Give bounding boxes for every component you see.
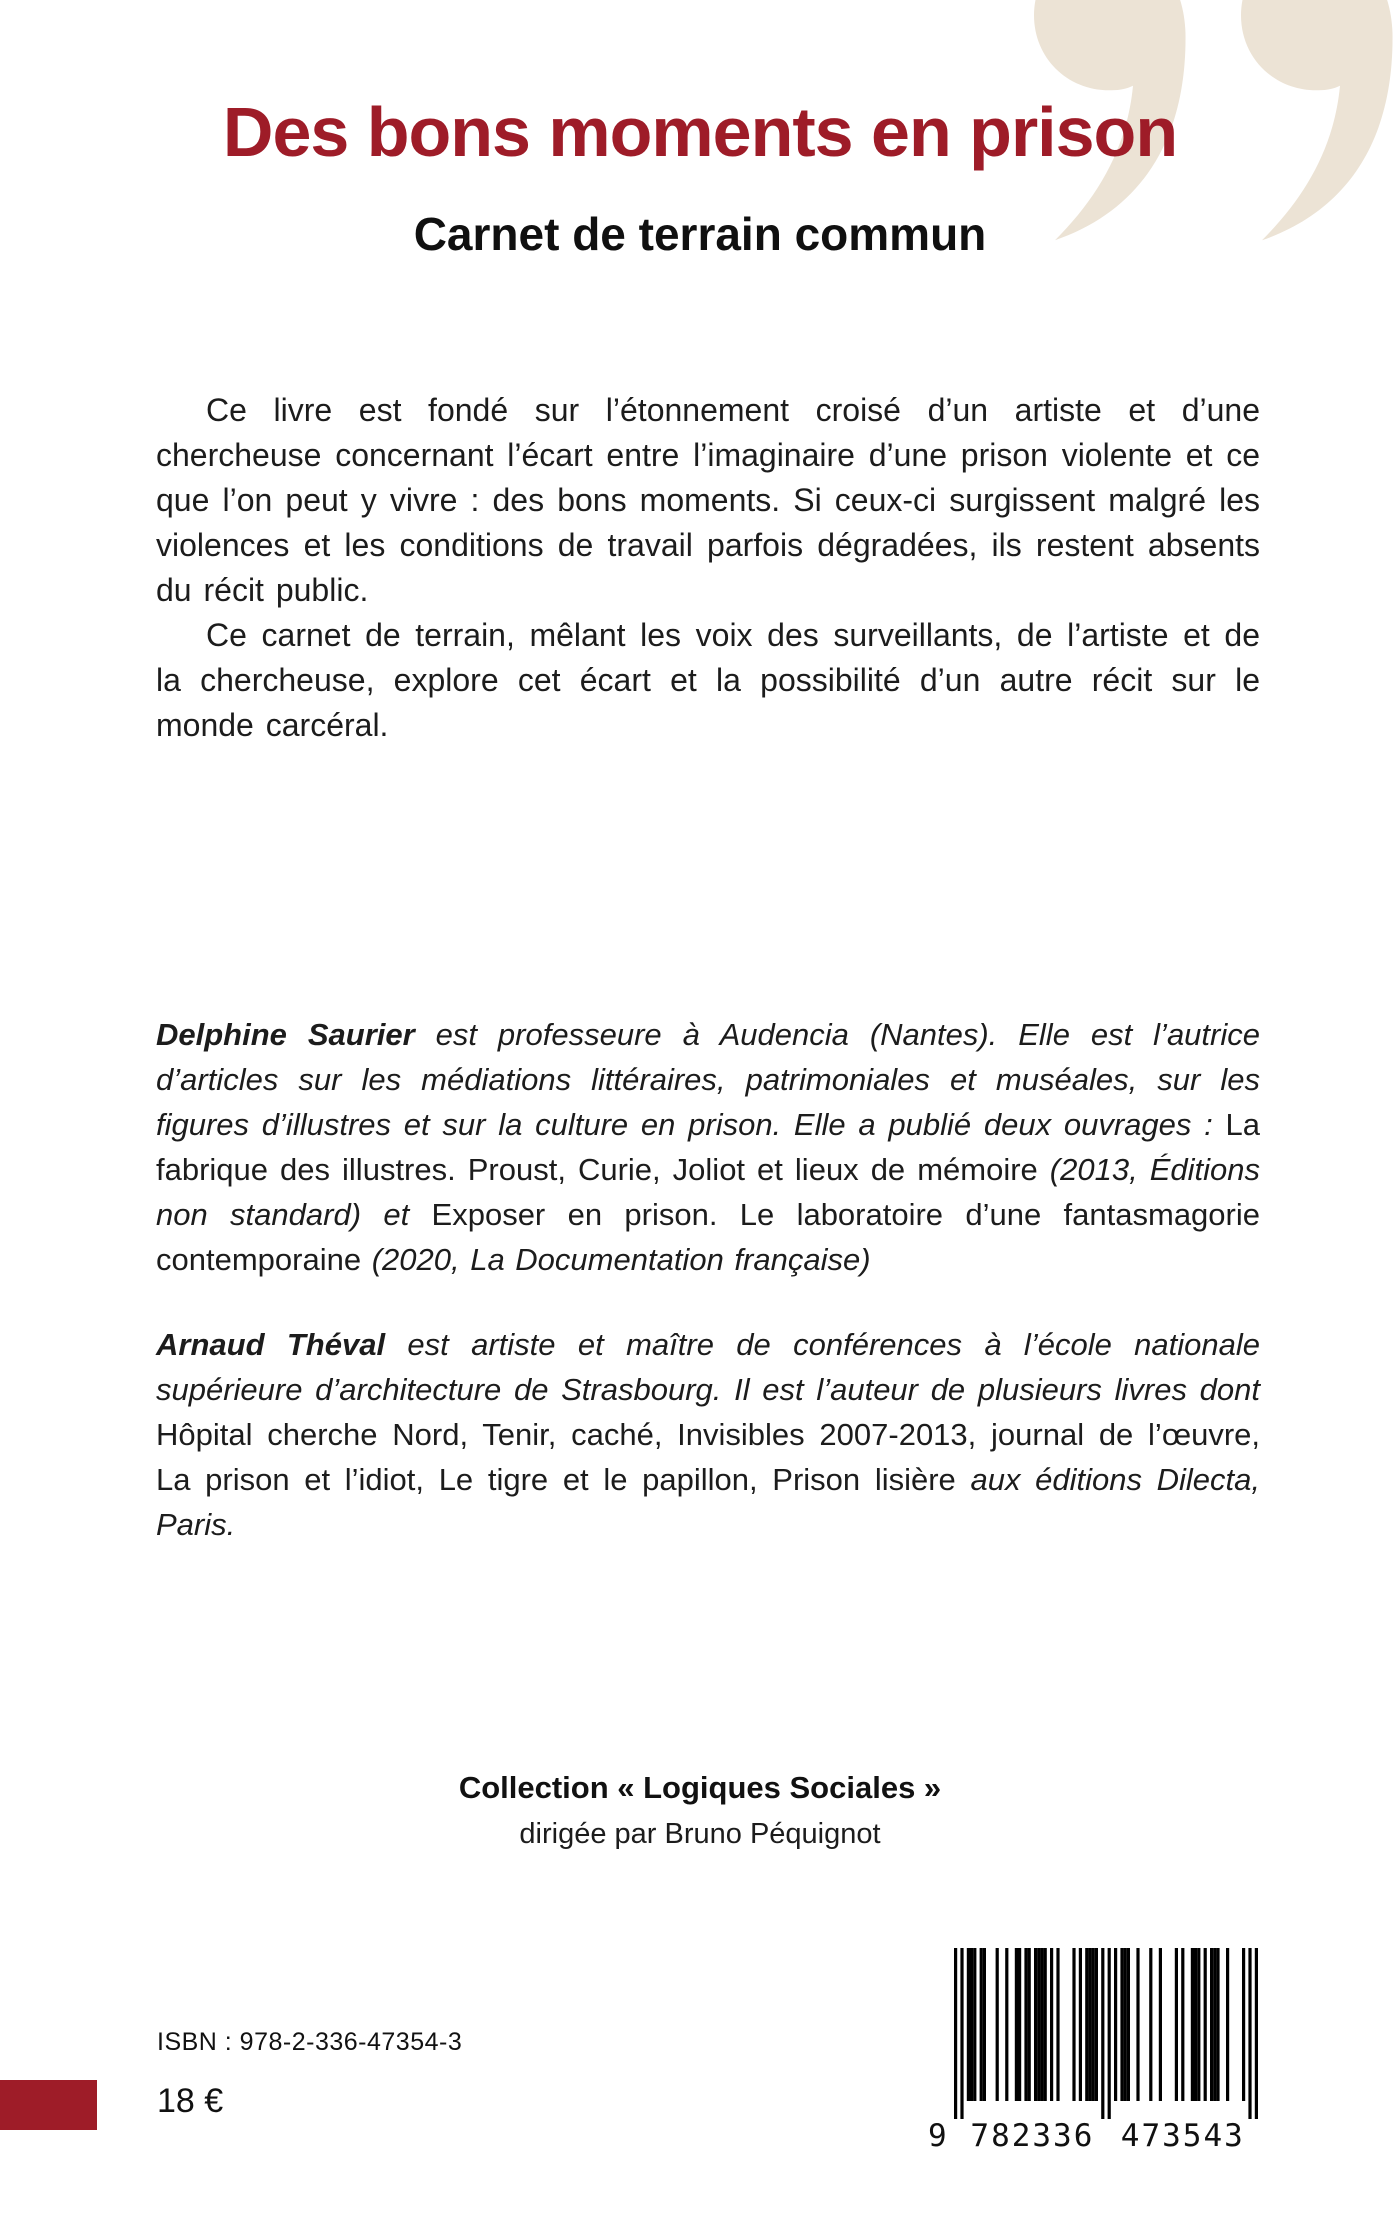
text-segment: (2013, Éditions non standard) et	[156, 1152, 1260, 1232]
text-segment: Delphine Saurier	[156, 1017, 415, 1052]
barcode-number: 782336	[970, 2118, 1095, 2153]
spine-accent-bar	[0, 2080, 97, 2130]
author-bio-delphine-saurier	[156, 1012, 1260, 1282]
synopsis	[156, 388, 1260, 748]
text-segment: Hôpital cherche Nord, Tenir, caché, Invisibles 2007-2013, journal de l’œuvre, La prison et l’idiot, Le tigre et le papillon, Prison lisière	[156, 1417, 1260, 1497]
author-bios	[156, 1012, 1260, 1587]
author-bio-arnaud-theval	[156, 1322, 1260, 1547]
price-text: 18 €	[157, 2082, 224, 2120]
text-segment: (2020, La Documentation française)	[361, 1242, 871, 1277]
synopsis-paragraph-1: Ce livre est fondé sur l’étonnement croisé d’un artiste et d’une chercheuse concernant l’écart entre l’imaginaire d’une prison violente et ce que l’on peut y vivre : des bons moments. Si ceux-ci surgissent malgré les violences et les conditions de travail parfois dégradées, ils restent absents du récit public.	[156, 392, 1260, 608]
ean13-barcode	[928, 1948, 1264, 2153]
collection-name: Collection « Logiques Sociales »	[458, 1770, 942, 1805]
text-segment: est professeure à Audencia (Nantes). Elle est l’autrice d’articles sur les médiations littéraires, patrimoniales et muséales, sur les figures d’illustres et sur la culture en prison. Elle a publié deux ouvrages :	[156, 1017, 1260, 1142]
barcode-number: 9	[928, 2118, 949, 2153]
text-segment: La fabrique des illustres. Proust, Curie, Joliot et lieux de mémoire	[156, 1107, 1260, 1187]
text-segment: est artiste et maître de conférences à l’école nationale supérieure d’architecture de Strasbourg. Il est l’auteur de plusieurs livres dont	[156, 1327, 1260, 1407]
text-segment: Exposer en prison. Le laboratoire d’une fantasmagorie contemporaine	[156, 1197, 1260, 1277]
synopsis-paragraph-2: Ce carnet de terrain, mêlant les voix des surveillants, de l’artiste et de la chercheuse, explore cet écart et la possibilité d’un autre récit sur le monde carcéral.	[156, 617, 1260, 743]
isbn-text: ISBN : 978-2-336-47354-3	[157, 2028, 463, 2056]
text-segment: Arnaud Théval	[156, 1327, 386, 1362]
book-subtitle: Carnet de terrain commun	[413, 208, 987, 260]
collection-info	[148, 1770, 1252, 1851]
barcode-number: 473543	[1120, 2118, 1245, 2153]
book-title: Des bons moments en prison	[222, 93, 1178, 171]
collection-director: dirigée par Bruno Péquignot	[519, 1818, 881, 1850]
text-segment: aux éditions Dilecta, Paris.	[156, 1462, 1261, 1542]
